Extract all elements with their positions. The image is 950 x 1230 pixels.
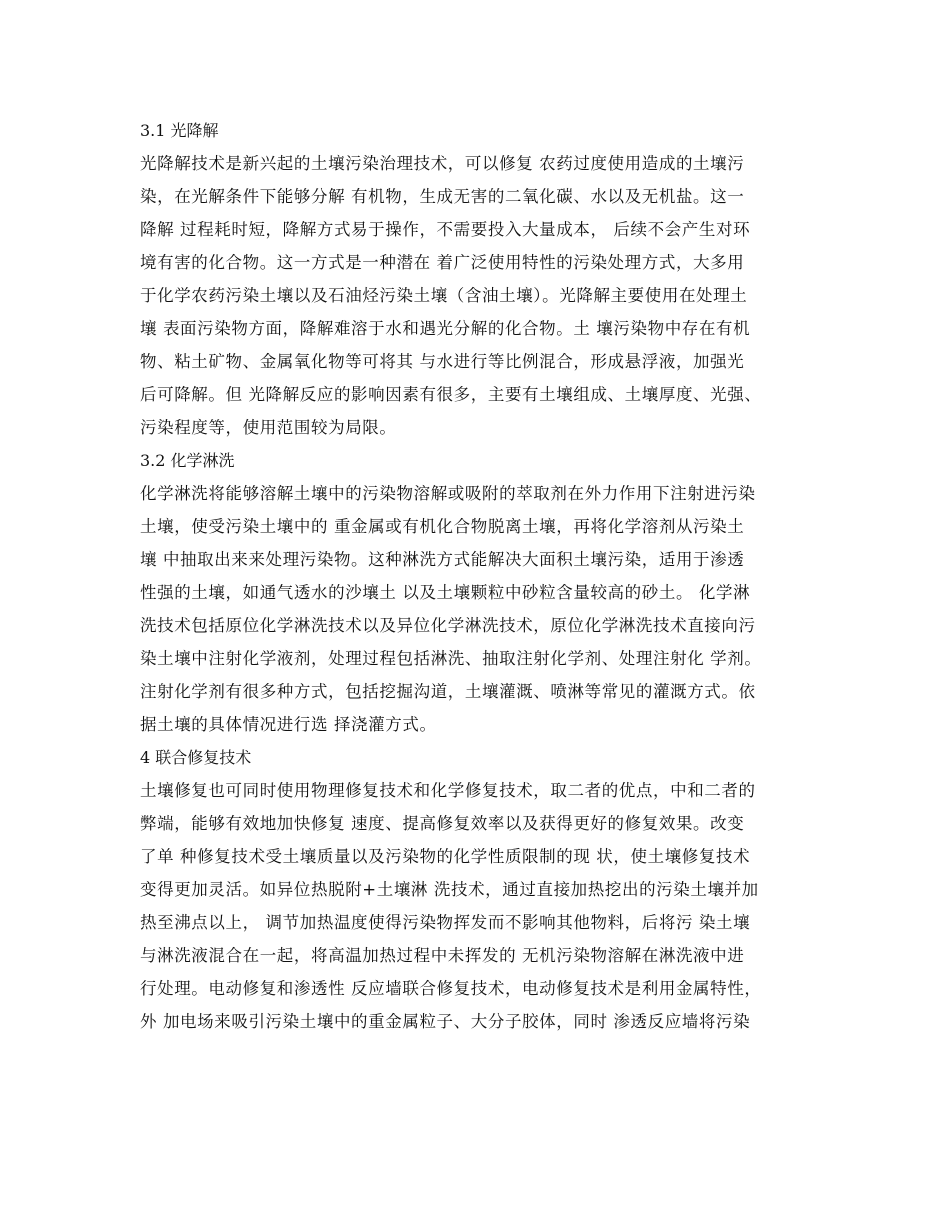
text-line: 热至沸点以上， 调节加热温度使得污染物挥发而不影响其他物料，后将污 染土壤 xyxy=(140,913,751,932)
text-line: 性强的土壤，如通气透水的沙壤土 以及土壤颗粒中砂粒含量较高的砂土。 化学淋 xyxy=(140,583,751,602)
text-line: 了单 种修复技术受土壤质量以及污染物的化学性质限制的现 状，使土壤修复技术 xyxy=(140,847,751,866)
text-line: 洗技术包括原位化学淋洗技术以及异位化学淋洗技术，原位化学淋洗技术直接向污 xyxy=(140,616,756,635)
paragraph-combined-remediation xyxy=(140,774,830,1038)
document-body xyxy=(140,114,830,1038)
text-line: 壤 中抽取出来来处理污染物。这种淋洗方式能解决大面积土壤污染，适用于渗透 xyxy=(140,550,745,569)
text-line: 降解 过程耗时短，降解方式易于操作，不需要投入大量成本， 后续不会产生对环 xyxy=(140,220,751,239)
text-line: 土壤修复也可同时使用物理修复技术和化学修复技术，取二者的优点，中和二者的 xyxy=(140,781,756,800)
text-line: 行处理。电动修复和渗透性 反应墙联合修复技术，电动修复技术是利用金属特性， xyxy=(140,979,762,998)
paragraph-photodegradation xyxy=(140,147,830,444)
text-line: 境有害的化合物。这一方式是一种潜在 着广泛使用特性的污染处理方式，大多用 xyxy=(140,253,745,272)
text-line: 染土壤中注射化学液剂，处理过程包括淋洗、抽取注射化学剂、处理注射化 学剂。 xyxy=(140,649,762,668)
text-line: 于化学农药污染土壤以及石油烃污染土壤（含油土壤）。光降解主要使用在处理土 xyxy=(140,286,748,305)
text-line: 后可降解。但 光降解反应的影响因素有很多，主要有土壤组成、土壤厚度、光强、 xyxy=(140,385,762,404)
section-heading-3-1: 3.1 光降解 xyxy=(140,121,219,140)
text-line: 注射化学剂有很多种方式，包括挖掘沟道，土壤灌溉、喷淋等常见的灌溉方式。依 xyxy=(140,682,756,701)
text-line: 与淋洗液混合在一起，将高温加热过程中未挥发的 无机污染物溶解在淋洗液中进 xyxy=(140,946,745,965)
text-line: 物、粘土矿物、金属氧化物等可将其 与水进行等比例混合，形成悬浮液，加强光 xyxy=(140,352,745,371)
text-line: 弊端，能够有效地加快修复 速度、提高修复效率以及获得更好的修复效果。改变 xyxy=(140,814,745,833)
section-heading-3-2: 3.2 化学淋洗 xyxy=(140,451,235,470)
text-line: 化学淋洗将能够溶解土壤中的污染物溶解或吸附的萃取剂在外力作用下注射进污染 xyxy=(140,484,756,503)
text-line: 据土壤的具体情况进行选 择浇灌方式。 xyxy=(140,715,437,734)
text-line: 染，在光解条件下能够分解 有机物，生成无害的二氧化碳、水以及无机盐。这一 xyxy=(140,187,745,206)
text-line: 壤 表面污染物方面，降解难溶于水和遇光分解的化合物。土 壤污染物中存在有机 xyxy=(140,319,751,338)
text-line: 土壤，使受污染土壤中的 重金属或有机化合物脱离土壤，再将化学溶剂从污染土 xyxy=(140,517,745,536)
section-heading-4: 4 联合修复技术 xyxy=(140,748,252,767)
text-line: 外 加电场来吸引污染土壤中的重金属粒子、大分子胶体，同时 渗透反应墙将污染 xyxy=(140,1012,751,1031)
text-line: 光降解技术是新兴起的土壤污染治理技术，可以修复 农药过度使用造成的土壤污 xyxy=(140,154,745,173)
text-line: 污染程度等，使用范围较为局限。 xyxy=(140,418,397,437)
paragraph-chemical-leaching xyxy=(140,477,830,741)
text-line: 变得更加灵活。如异位热脱附+土壤淋 洗技术，通过直接加热挖出的污染土壤并加 xyxy=(140,880,759,899)
